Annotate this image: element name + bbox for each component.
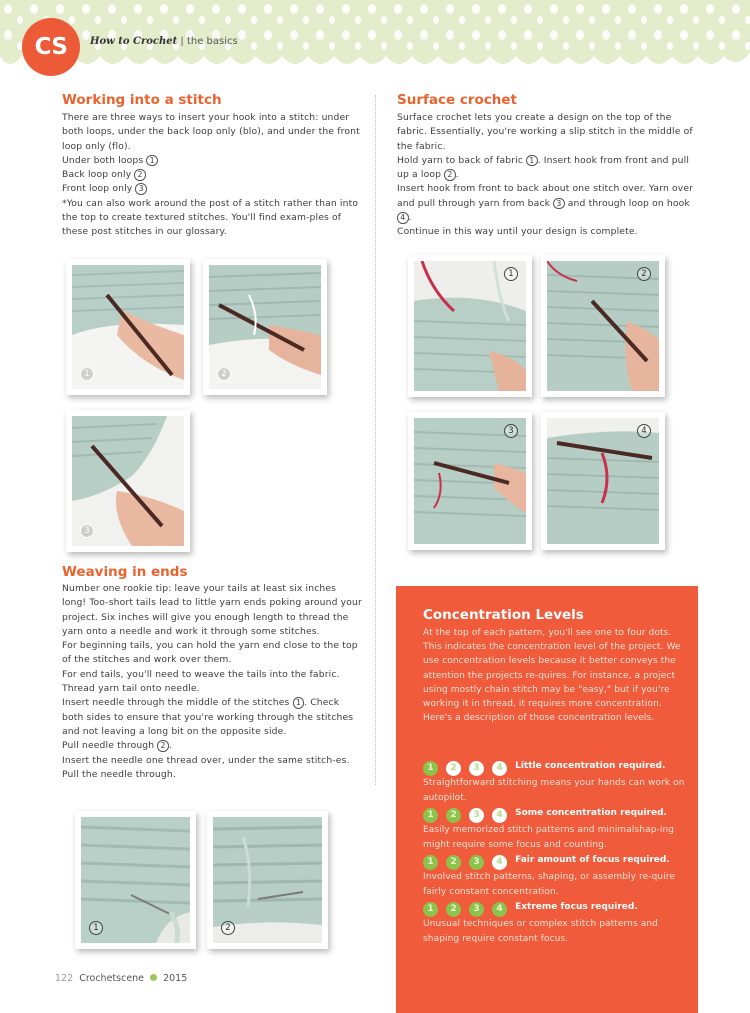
- photo-working-2: [203, 259, 327, 395]
- level-3: [423, 849, 685, 900]
- level-title: Little concentration required.: [515, 760, 666, 771]
- photo-surface-3: [408, 412, 532, 550]
- concentration-dots: [423, 755, 515, 776]
- dot-empty: 4: [492, 761, 507, 776]
- concentration-dots: [423, 802, 515, 823]
- step-number: 2: [444, 169, 456, 181]
- surface-p1: Surface crochet lets you create a design on the top of the fabric. Essentially, you're working a slip stitch in the middle of the fabric.: [397, 112, 693, 152]
- level-title: Fair amount of focus required.: [515, 854, 670, 865]
- weaving-p3: For end tails, you'll need to weave the tails into the fabric.: [62, 668, 340, 680]
- dot-filled: 2: [446, 855, 461, 870]
- dot-filled: 1: [423, 808, 438, 823]
- dot-filled: 1: [423, 855, 438, 870]
- surface-p2: Hold yarn to back of fabric 1 . Insert hook from front and pull up a loop 2 .: [397, 154, 690, 181]
- dot-filled: 4: [492, 902, 507, 917]
- level-1: [423, 755, 685, 806]
- step-number: 2: [134, 169, 146, 181]
- weaving-p7: Insert the needle one thread over, under the same stitch-es. Pull the needle through.: [62, 754, 350, 780]
- breadcrumb: [90, 36, 238, 47]
- level-desc: Easily memorized stitch patterns and minimalshap-ing might require some focus and counting.: [423, 825, 675, 850]
- weaving-p6: Pull needle through 2 .: [62, 740, 172, 752]
- dot-empty: 3: [469, 761, 484, 776]
- working-title: Working into a stitch: [62, 92, 222, 108]
- concentration-dots: [423, 849, 515, 870]
- photo-step-number: 1: [80, 367, 94, 381]
- level-desc: Unusual techniques or complex stitch patterns and shaping require constant focus.: [423, 919, 658, 944]
- photo-step-number: 1: [89, 921, 103, 935]
- weaving-p1: Number one rookie tip: leave your tails at least six inches long! Too-short tails lead to little yarn ends poking around your project. Six inches will give you enough length to thread the yarn onto a needle and work it through some stitches.: [62, 583, 362, 637]
- page-footer: [55, 973, 187, 984]
- photo-step-number: 3: [504, 424, 518, 438]
- photo-step-number: 2: [637, 267, 651, 281]
- surface-p4: Continue in this way until your design is complete.: [397, 226, 638, 238]
- subsection-title: the basics: [186, 36, 238, 47]
- dot-filled: 2: [446, 808, 461, 823]
- weaving-p2: For beginning tails, you can hold the yarn end close to the top of the stitches and work over them.: [62, 640, 358, 666]
- step-number: 3: [553, 198, 565, 210]
- issue-year: 2015: [163, 973, 188, 984]
- step-number: 4: [397, 212, 409, 224]
- dot-filled: 3: [469, 902, 484, 917]
- dot-filled: 1: [423, 761, 438, 776]
- breadcrumb-separator: |: [180, 36, 184, 47]
- level-2: [423, 802, 685, 853]
- section-title: How to Crochet: [90, 36, 178, 47]
- concentration-levels-box: [396, 586, 698, 1013]
- working-item: Under both loops 1: [62, 154, 362, 168]
- surface-p3: Insert hook from front to back about one stitch over. Yarn over and pull through yarn from back 3 and through loop on hook 4 .: [397, 183, 694, 224]
- concentration-intro: At the top of each pattern, you'll see one to four dots. This indicates the concentration level of the project. We use concentration levels because it better conveys the attention the projects re-quires. For instance, a project using mostly chain stitch may be "easy," but if you're working it in thread, it requires more concentration. Here's a description of those concentration levels.: [423, 628, 681, 724]
- photo-step-number: 3: [80, 524, 94, 538]
- working-note: *You can also work around the post of a stitch rather than into the top to create textured stitches. You'll find exam-ples of these post stitches in our glossary.: [62, 197, 359, 238]
- photo-surface-4: [541, 412, 665, 550]
- photo-working-3: [66, 410, 190, 552]
- step-number: 1: [146, 155, 158, 167]
- concentration-title: Concentration Levels: [423, 607, 584, 623]
- dot-empty: 3: [469, 808, 484, 823]
- column-divider: [375, 95, 376, 785]
- photo-working-1: [66, 259, 190, 395]
- photo-step-number: 2: [221, 921, 235, 935]
- step-number: 1: [293, 697, 305, 709]
- level-desc: Involved stitch patterns, shaping, or assembly re-quire fairly constant concentration.: [423, 872, 676, 897]
- dot-filled: 3: [469, 855, 484, 870]
- working-item: Front loop only 3: [62, 182, 362, 196]
- photo-weaving-2: [207, 811, 328, 949]
- surface-body: [397, 111, 702, 240]
- dot-filled: 2: [446, 902, 461, 917]
- weaving-title: Weaving in ends: [62, 564, 188, 580]
- surface-title: Surface crochet: [397, 92, 517, 108]
- level-title: Extreme focus required.: [515, 901, 638, 912]
- dot-empty: 4: [492, 855, 507, 870]
- step-number: 3: [135, 183, 147, 195]
- photo-weaving-1: [75, 811, 196, 949]
- dot-empty: 2: [446, 761, 461, 776]
- dot-empty: 4: [492, 808, 507, 823]
- step-number: 2: [157, 740, 169, 752]
- photo-surface-2: [541, 255, 665, 397]
- working-intro: There are three ways to insert your hook into a stitch: under both loops, under the back loop only (blo), and under the front loop only (flo).: [62, 112, 360, 152]
- level-4: [423, 896, 685, 947]
- weaving-p4: Thread yarn tail onto needle.: [62, 683, 200, 695]
- working-body: [62, 111, 362, 240]
- footer-dot-icon: [150, 974, 157, 981]
- page-number: 122: [55, 973, 74, 984]
- magazine-name: Crochetscene: [79, 973, 145, 984]
- working-item: Back loop only 2: [62, 168, 362, 182]
- cs-logo: CS: [22, 18, 80, 76]
- dot-filled: 1: [423, 902, 438, 917]
- photo-step-number: 2: [217, 367, 231, 381]
- concentration-dots: [423, 896, 515, 917]
- step-number: 1: [526, 155, 538, 167]
- level-title: Some concentration required.: [515, 807, 667, 818]
- photo-step-number: 1: [504, 267, 518, 281]
- photo-step-number: 4: [637, 424, 651, 438]
- weaving-body: [62, 582, 362, 782]
- photo-surface-1: [408, 255, 532, 397]
- weaving-p5: Insert needle through the middle of the stitches 1 . Check both sides to ensure that you're working through the stitches and not leaving a long bit on the opposite side.: [62, 697, 354, 737]
- level-desc: Straightforward stitching means your hands can work on autopilot.: [423, 778, 685, 803]
